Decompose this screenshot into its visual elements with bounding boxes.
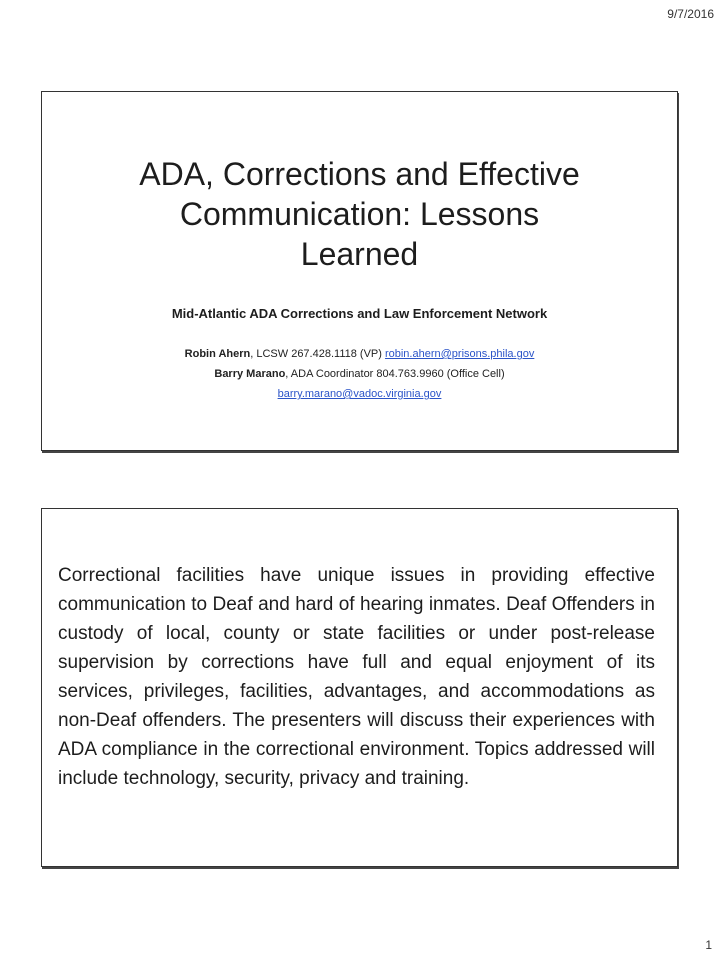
contact-barry-marano-email	[42, 384, 677, 404]
contacts-block	[42, 344, 677, 404]
contact-name: Robin Ahern	[184, 348, 251, 360]
page-number: 1	[705, 938, 712, 952]
contact-robin-ahern	[42, 344, 677, 364]
title-line: Learned	[300, 236, 419, 272]
contact-name: Barry Marano	[214, 368, 286, 380]
slide-title	[42, 154, 677, 274]
email-link[interactable]: robin.ahern@prisons.phila.gov	[384, 348, 535, 360]
title-slide	[41, 91, 678, 451]
network-subtitle: Mid-Atlantic ADA Corrections and Law Enforcement Network	[171, 306, 548, 321]
title-line: ADA, Corrections and Effective	[139, 156, 580, 192]
page-date: 9/7/2016	[667, 7, 714, 21]
contact-details: , LCSW 267.428.1118 (VP)	[250, 348, 385, 360]
title-line: Communication: Lessons	[179, 196, 540, 232]
email-link[interactable]: barry.marano@vadoc.virginia.gov	[277, 388, 442, 400]
abstract-slide	[41, 508, 678, 867]
contact-details: , ADA Coordinator 804.763.9960 (Office Cell)	[285, 368, 505, 380]
contact-barry-marano	[42, 364, 677, 384]
abstract-text: Correctional facilities have unique issues in providing effective communication to Deaf and hard of hearing inmates. Deaf Offenders in custody of local, county or state facilities or under post-release supervision by corrections have full and equal enjoyment of its services, privileges, facilities, advantages, and accommodations as non-Deaf offenders. The presenters will discuss their experiences with ADA compliance in the correctional environment. Topics addressed will include technology, security, privacy and training.	[58, 565, 655, 789]
